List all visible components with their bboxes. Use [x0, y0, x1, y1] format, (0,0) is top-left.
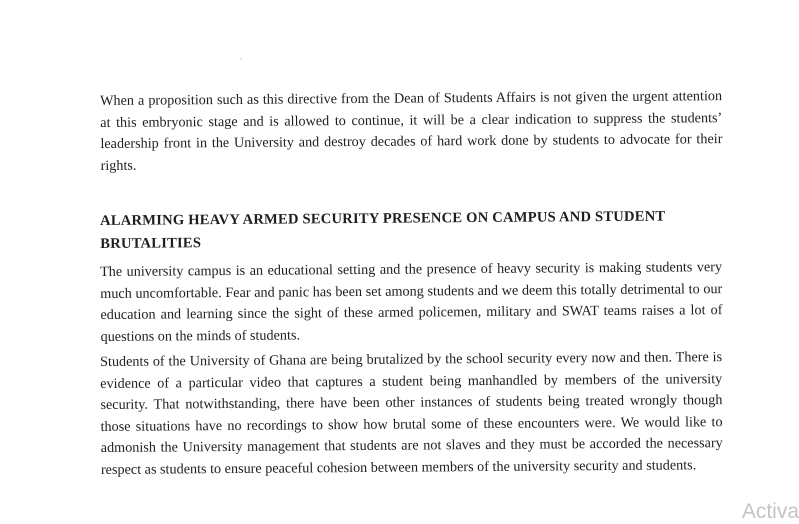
- activation-watermark: Activa: [741, 500, 799, 523]
- section-heading: ALARMING HEAVY ARMED SECURITY PRESENCE ON CAMPUS AND STUDENT BRUTALITIES: [100, 208, 666, 252]
- scan-speck: [240, 58, 242, 60]
- paragraph-dean-directive: When a proposition such as this directive from the Dean of Students Affairs is not given the urgent attention at this embryonic stage and is allowed to continue, it will be a clear indication to suppress the students’ leadership front in the University and destroy decades of hard work done by students to advocate for their rights.: [100, 88, 723, 174]
- paragraph-student-brutality: Students of the University of Ghana are being brutalized by the school security every now and then. There is evidence of a particular video that captures a student being manhandled by members of the university security. That notwithstanding, there have been other instances of students being treated wrongly though those situations have no recordings to show how brutal some of these encounters were. We would like to admonish the University management that students are not slaves and they must be accorded the necessary respect as students to ensure peaceful cohesion between members of the university security and students.: [100, 349, 723, 478]
- paragraph-security-presence: The university campus is an educational setting and the presence of heavy security is making students very much uncomfortable. Fear and panic has been set among students and we deem this totally detrimental to our education and learning since the sight of these armed policemen, military and SWAT teams raises a lot of questions on the minds of students.: [100, 259, 723, 345]
